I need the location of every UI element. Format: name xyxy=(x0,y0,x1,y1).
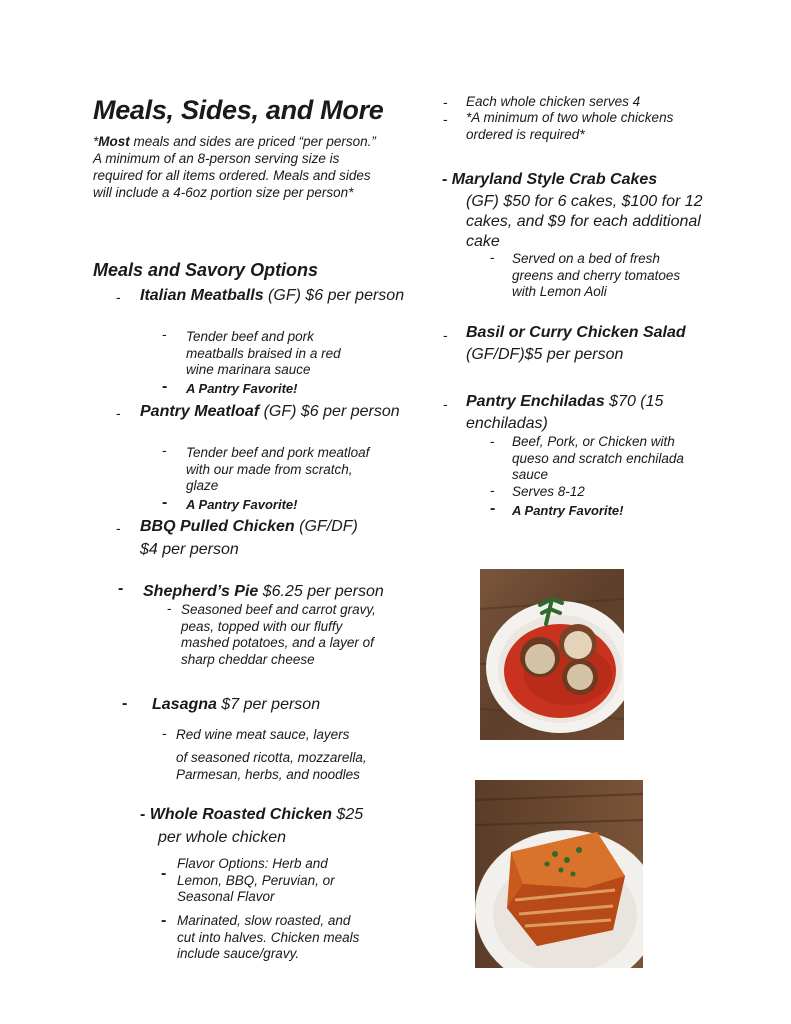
chicken-preparation: Marinated, slow roasted, and cut into halves. Chicken meals include sauce/gravy. xyxy=(177,913,360,961)
item-bbq-pulled-chicken: BBQ Pulled Chicken (GF/DF) xyxy=(140,518,358,535)
bullet-dash: - xyxy=(167,600,172,616)
bullet-dash: - xyxy=(116,289,121,305)
bullet-dash: - xyxy=(490,482,495,498)
chicken-minimum-note: *A minimum of two whole chickens ordered is required* xyxy=(466,110,674,142)
chicken-price: per whole chicken xyxy=(158,829,287,846)
enchiladas-serves: Serves 8-12 xyxy=(512,484,585,499)
bullet-dash: - xyxy=(116,405,121,421)
lasagna-description: of seasoned ricotta, mozzarella, Parmesan, herbs, and noodles xyxy=(176,750,367,782)
crab-cakes-pricing: (GF) $50 for 6 cakes, $100 for 12 cakes, and $9 for each additional cake xyxy=(466,193,703,250)
chicken-serves-note: Each whole chicken serves 4 xyxy=(466,94,641,109)
enchiladas-description: Beef, Pork, or Chicken with queso and scratch enchilada sauce xyxy=(512,434,684,482)
bullet-dash: - xyxy=(161,912,167,929)
lasagna-photo xyxy=(475,780,643,968)
intro-note: *Most meals and sides are priced “per person.” A minimum of an 8-person serving size is required for all items ordered. Meals and sides will include a 4-6oz portion size per person* xyxy=(93,134,376,200)
item-pantry-enchiladas: Pantry Enchiladas $70 (15 enchiladas) xyxy=(466,393,664,432)
item-italian-meatballs: Italian Meatballs (GF) $6 per person xyxy=(140,287,405,304)
bullet-dash: - xyxy=(443,396,448,412)
bullet-dash: - xyxy=(443,327,448,343)
bullet-dash: - xyxy=(443,111,448,127)
item-maryland-crab-cakes: - Maryland Style Crab Cakes xyxy=(442,171,658,188)
bullet-dash: - xyxy=(162,326,167,342)
bullet-dash: - xyxy=(490,500,496,517)
bbq-price: $4 per person xyxy=(140,541,239,558)
meatloaf-description: Tender beef and pork meatloaf with our made from scratch, glaze xyxy=(186,445,370,493)
bullet-dash: - xyxy=(162,378,168,395)
section-heading: Meals and Savory Options xyxy=(93,260,319,280)
bullet-dash: - xyxy=(118,580,124,597)
page-title: Meals, Sides, and More xyxy=(93,95,384,125)
meatballs-description: Tender beef and pork meatballs braised in a red wine marinara sauce xyxy=(186,329,341,377)
lasagna-description-line1: Red wine meat sauce, layers xyxy=(176,727,350,742)
item-chicken-salad: Basil or Curry Chicken Salad xyxy=(466,324,686,341)
bullet-dash: - xyxy=(162,442,167,458)
bullet-dash: - xyxy=(161,865,167,882)
bullet-dash: - xyxy=(162,725,167,741)
shepherds-pie-description: Seasoned beef and carrot gravy, peas, topped with our fluffy mashed potatoes, and a layer of sharp cheddar cheese xyxy=(181,602,376,667)
crab-cakes-description: Served on a bed of fresh greens and cherry tomatoes with Lemon Aoli xyxy=(512,251,681,299)
item-lasagna: Lasagna $7 per person xyxy=(152,696,321,713)
item-shepherds-pie: Shepherd’s Pie $6.25 per person xyxy=(143,583,384,600)
item-whole-roasted-chicken: - Whole Roasted Chicken $25 xyxy=(140,806,364,823)
bullet-dash: - xyxy=(490,433,495,449)
meatballs-photo xyxy=(480,569,624,740)
favorite-badge: A Pantry Favorite! xyxy=(512,503,624,518)
bullet-dash: - xyxy=(162,494,168,511)
chicken-flavor-options: Flavor Options: Herb and Lemon, BBQ, Peruvian, or Seasonal Flavor xyxy=(177,856,335,904)
intro-bold: Most xyxy=(98,134,130,149)
bullet-dash: - xyxy=(490,249,495,265)
favorite-badge: A Pantry Favorite! xyxy=(186,497,298,512)
bullet-dash: - xyxy=(443,94,448,110)
item-pantry-meatloaf: Pantry Meatloaf (GF) $6 per person xyxy=(140,403,400,420)
bullet-dash: - xyxy=(122,695,128,712)
bullet-dash: - xyxy=(116,520,121,536)
chicken-salad-price: (GF/DF)$5 per person xyxy=(466,346,624,363)
favorite-badge: A Pantry Favorite! xyxy=(186,381,298,396)
